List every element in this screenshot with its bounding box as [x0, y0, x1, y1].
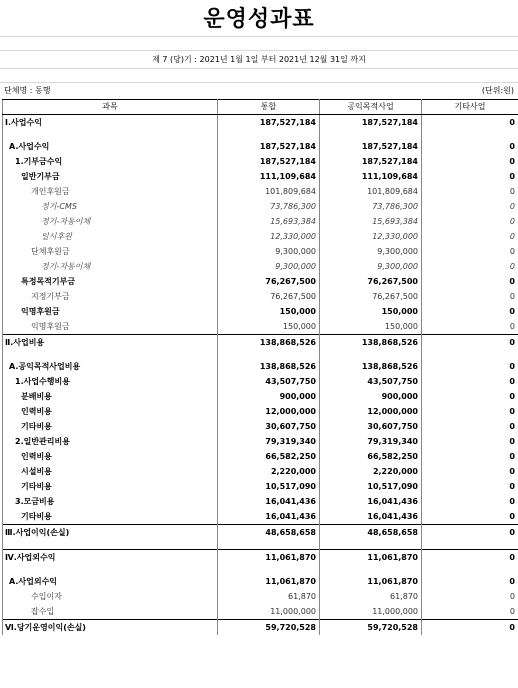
public-amount: 76,267,500 [320, 274, 422, 289]
other-amount [422, 540, 518, 550]
other-amount: 0 [422, 214, 518, 229]
account-name: 개인후원금 [3, 184, 218, 199]
other-amount [422, 130, 518, 139]
public-amount: 9,300,000 [320, 244, 422, 259]
report-period: 제 7 (당)기 : 2021년 1월 1일 부터 2021년 12월 31일 까지 [152, 55, 366, 64]
total-amount: 16,041,436 [218, 509, 320, 525]
account-name: 일반기부금 [3, 169, 218, 184]
total-amount: 79,319,340 [218, 434, 320, 449]
other-amount: 0 [422, 199, 518, 214]
public-amount: 11,061,870 [320, 574, 422, 589]
public-amount: 66,582,250 [320, 449, 422, 464]
table-row [3, 169, 518, 184]
public-amount: 15,693,384 [320, 214, 422, 229]
other-amount: 0 [422, 184, 518, 199]
account-name: 2.일반관리비용 [3, 434, 218, 449]
account-name: 기타비용 [3, 509, 218, 525]
public-amount: 16,041,436 [320, 494, 422, 509]
account-name: 수입이자 [3, 589, 218, 604]
other-amount: 0 [422, 550, 518, 566]
table-header [3, 100, 518, 115]
other-amount: 0 [422, 359, 518, 374]
column-header-other: 기타사업 [422, 100, 518, 115]
spacer-row [3, 130, 518, 139]
total-amount: 76,267,500 [218, 274, 320, 289]
total-amount: 138,868,526 [218, 335, 320, 351]
total-amount: 900,000 [218, 389, 320, 404]
account-name [3, 565, 218, 574]
account-name: 지정기부금 [3, 289, 218, 304]
account-name [3, 350, 218, 359]
table-row [3, 304, 518, 319]
public-amount: 12,000,000 [320, 404, 422, 419]
other-amount: 0 [422, 604, 518, 620]
table-row [3, 525, 518, 541]
table-row [3, 449, 518, 464]
total-amount: 12,000,000 [218, 404, 320, 419]
account-name: Ⅰ.사업수익 [3, 115, 218, 131]
table-row [3, 229, 518, 244]
other-amount: 0 [422, 289, 518, 304]
public-amount: 187,527,184 [320, 139, 422, 154]
public-amount: 138,868,526 [320, 335, 422, 351]
total-amount: 11,061,870 [218, 550, 320, 566]
total-amount: 66,582,250 [218, 449, 320, 464]
public-amount: 11,061,870 [320, 550, 422, 566]
total-amount: 12,330,000 [218, 229, 320, 244]
other-amount: 0 [422, 274, 518, 289]
public-amount: 10,517,090 [320, 479, 422, 494]
table-row [3, 274, 518, 289]
other-amount: 0 [422, 509, 518, 525]
account-name: 1.기부금수익 [3, 154, 218, 169]
total-amount: 48,658,658 [218, 525, 320, 541]
account-name [3, 130, 218, 139]
public-amount: 12,330,000 [320, 229, 422, 244]
other-amount: 0 [422, 139, 518, 154]
public-amount [320, 130, 422, 139]
public-amount: 187,527,184 [320, 115, 422, 131]
table-row [3, 464, 518, 479]
total-amount: 9,300,000 [218, 244, 320, 259]
total-amount: 61,870 [218, 589, 320, 604]
public-amount: 79,319,340 [320, 434, 422, 449]
column-header-total: 통합 [218, 100, 320, 115]
public-amount: 30,607,750 [320, 419, 422, 434]
other-amount: 0 [422, 525, 518, 541]
other-amount: 0 [422, 419, 518, 434]
total-amount: 76,267,500 [218, 289, 320, 304]
other-amount: 0 [422, 244, 518, 259]
other-amount: 0 [422, 589, 518, 604]
total-amount: 15,693,384 [218, 214, 320, 229]
table-row [3, 620, 518, 636]
total-amount: 30,607,750 [218, 419, 320, 434]
total-amount: 101,809,684 [218, 184, 320, 199]
total-amount: 43,507,750 [218, 374, 320, 389]
other-amount: 0 [422, 319, 518, 335]
total-amount [218, 130, 320, 139]
total-amount: 187,527,184 [218, 139, 320, 154]
public-amount: 61,870 [320, 589, 422, 604]
other-amount: 0 [422, 574, 518, 589]
table-row [3, 509, 518, 525]
other-amount: 0 [422, 620, 518, 636]
spacer-row [3, 540, 518, 550]
total-amount: 11,000,000 [218, 604, 320, 620]
table-body [3, 115, 518, 636]
column-header-public: 공익목적사업 [320, 100, 422, 115]
account-name: 잡수입 [3, 604, 218, 620]
total-amount [218, 350, 320, 359]
public-amount [320, 350, 422, 359]
table-row [3, 604, 518, 620]
table-row [3, 139, 518, 154]
other-amount: 0 [422, 494, 518, 509]
public-amount: 2,220,000 [320, 464, 422, 479]
other-amount: 0 [422, 434, 518, 449]
public-amount: 59,720,528 [320, 620, 422, 636]
table-row [3, 550, 518, 566]
table-row [3, 184, 518, 199]
report-title: 운영성과표 [203, 7, 315, 32]
total-amount: 111,109,684 [218, 169, 320, 184]
public-amount: 73,786,300 [320, 199, 422, 214]
account-name: 기타비용 [3, 479, 218, 494]
account-name: 시설비용 [3, 464, 218, 479]
total-amount: 150,000 [218, 319, 320, 335]
table-row [3, 479, 518, 494]
public-amount: 150,000 [320, 319, 422, 335]
table-row [3, 404, 518, 419]
table-row [3, 115, 518, 131]
public-amount: 150,000 [320, 304, 422, 319]
total-amount [218, 565, 320, 574]
account-name: 단체후원금 [3, 244, 218, 259]
total-amount: 16,041,436 [218, 494, 320, 509]
account-name: A.사업수익 [3, 139, 218, 154]
account-name: 일시후원 [3, 229, 218, 244]
total-amount: 150,000 [218, 304, 320, 319]
table-row [3, 214, 518, 229]
table-row [3, 319, 518, 335]
spacer-row [3, 350, 518, 359]
account-name: 정기-CMS [3, 199, 218, 214]
public-amount: 43,507,750 [320, 374, 422, 389]
public-amount: 101,809,684 [320, 184, 422, 199]
table-row [3, 199, 518, 214]
account-name [3, 540, 218, 550]
other-amount: 0 [422, 464, 518, 479]
divider [0, 50, 518, 51]
other-amount [422, 350, 518, 359]
total-amount [218, 540, 320, 550]
table-row [3, 154, 518, 169]
total-amount: 59,720,528 [218, 620, 320, 636]
public-amount: 9,300,000 [320, 259, 422, 274]
other-amount: 0 [422, 404, 518, 419]
account-name: 익명후원금 [3, 319, 218, 335]
table-row [3, 244, 518, 259]
table-row [3, 259, 518, 274]
other-amount [422, 565, 518, 574]
table-row [3, 574, 518, 589]
public-amount: 16,041,436 [320, 509, 422, 525]
divider [0, 36, 518, 37]
total-amount: 2,220,000 [218, 464, 320, 479]
other-amount: 0 [422, 374, 518, 389]
total-amount: 187,527,184 [218, 154, 320, 169]
total-amount: 73,786,300 [218, 199, 320, 214]
total-amount: 138,868,526 [218, 359, 320, 374]
other-amount: 0 [422, 169, 518, 184]
table-row [3, 335, 518, 351]
account-name: A.사업외수익 [3, 574, 218, 589]
public-amount: 187,527,184 [320, 154, 422, 169]
account-name: Ⅱ.사업비용 [3, 335, 218, 351]
table-row [3, 434, 518, 449]
divider [0, 68, 518, 69]
public-amount [320, 565, 422, 574]
unit-label: (단위:원) [481, 86, 514, 95]
total-amount: 187,527,184 [218, 115, 320, 131]
public-amount: 76,267,500 [320, 289, 422, 304]
account-name: 인력비용 [3, 449, 218, 464]
public-amount: 111,109,684 [320, 169, 422, 184]
table-row [3, 419, 518, 434]
account-name: 익명후원금 [3, 304, 218, 319]
account-name: 정기-자동이체 [3, 259, 218, 274]
account-name: 기타비용 [3, 419, 218, 434]
total-amount: 9,300,000 [218, 259, 320, 274]
table-row [3, 389, 518, 404]
account-name: Ⅲ.사업이익(손실) [3, 525, 218, 541]
table-row [3, 494, 518, 509]
other-amount: 0 [422, 259, 518, 274]
table-row [3, 359, 518, 374]
total-amount: 11,061,870 [218, 574, 320, 589]
other-amount: 0 [422, 389, 518, 404]
table-row [3, 589, 518, 604]
column-header-account: 과목 [3, 100, 218, 115]
account-name: Ⅳ.사업외수익 [3, 550, 218, 566]
account-name: 3.모금비용 [3, 494, 218, 509]
public-amount [320, 540, 422, 550]
other-amount: 0 [422, 479, 518, 494]
table-row [3, 289, 518, 304]
account-name: A.공익목적사업비용 [3, 359, 218, 374]
public-amount: 138,868,526 [320, 359, 422, 374]
table-row [3, 374, 518, 389]
public-amount: 48,658,658 [320, 525, 422, 541]
statement-table [2, 99, 518, 635]
public-amount: 11,000,000 [320, 604, 422, 620]
account-name: 분배비용 [3, 389, 218, 404]
spacer-row [3, 565, 518, 574]
other-amount: 0 [422, 335, 518, 351]
public-amount: 900,000 [320, 389, 422, 404]
account-name: 1.사업수행비용 [3, 374, 218, 389]
other-amount: 0 [422, 449, 518, 464]
other-amount: 0 [422, 229, 518, 244]
other-amount: 0 [422, 304, 518, 319]
account-name: 인력비용 [3, 404, 218, 419]
account-name: 특정목적기부금 [3, 274, 218, 289]
account-name: Ⅵ.당기운영이익(손실) [3, 620, 218, 636]
divider [0, 82, 518, 83]
account-name: 정기-자동이체 [3, 214, 218, 229]
other-amount: 0 [422, 154, 518, 169]
organization-name: 단체명 : 동행 [4, 86, 51, 95]
other-amount: 0 [422, 115, 518, 131]
total-amount: 10,517,090 [218, 479, 320, 494]
